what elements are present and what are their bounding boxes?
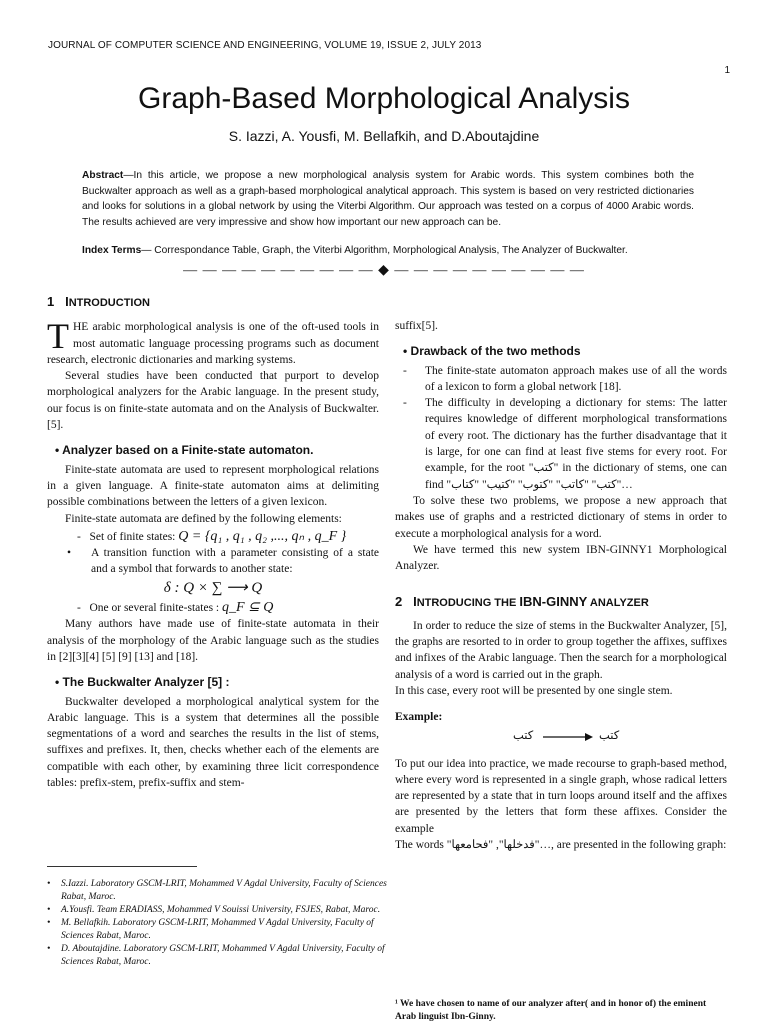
footnote-item: • M. Bellafkih. Laboratory GSCM-LRIT, Mohammed V Agdal University, Faculty of Sciences Rabat, Maroc. xyxy=(47,918,374,941)
example-label: Example: xyxy=(395,711,443,724)
author-footnotes xyxy=(47,878,387,969)
fsa-paragraph-3: Many authors have made use of finite-state automata in their analysis of the morphology of the Arabic language such as the studies in [2][3][4] [5] [9] [13] and [18]. xyxy=(47,618,379,663)
transition-formula: δ : Q × ∑ ⟶ Q xyxy=(163,579,263,596)
sec2-paragraph-2: In this case, every root will be presented by one single stem. xyxy=(395,684,673,697)
arrow-icon xyxy=(543,732,593,742)
intro-paragraph-1: THE arabic morphological analysis is one of the oft-used tools in most automatic language processing programs such as document research, electronic dictionaries and marking systems. xyxy=(47,316,379,366)
subheading-drawback: • Drawback of the two methods xyxy=(403,344,581,359)
subheading-buckwalter: • The Buckwalter Analyzer [5] : xyxy=(55,675,230,690)
footnote-rule xyxy=(47,866,197,867)
journal-header: JOURNAL OF COMPUTER SCIENCE AND ENGINEERING, VOLUME 19, ISSUE 2, JULY 2013 xyxy=(48,40,482,51)
index-text: — Correspondance Table, Graph, the Viterbi Algorithm, Morphological Analysis, The Analyzer of Buckwalter. xyxy=(141,245,628,256)
sec2-paragraph-3: To put our idea into practice, we made recourse to graph-based method, where every word is represented in a single graph, whose radical letters are represented by a state that in turn loops around itself and the affixes are presented by the letters that form these affixes. Consider the example xyxy=(395,757,727,835)
fsa-paragraph-2: Finite-state automata are defined by the following elements: xyxy=(65,512,342,525)
fsa-paragraph-1: Finite-state automata are used to represent morphological relations in a given language. A finite-state automaton aims at delimiting possible combinations between the letters of a given lexicon. xyxy=(47,463,379,509)
example-diagram xyxy=(395,728,727,746)
fsa-item-1: - Set of finite states: Q = {q₁ , q₁ , q₂ ,..., qₙ , q_F } xyxy=(77,528,347,544)
footnote-ibn-ginny: ¹ We have chosen to name of our analyzer after( and in honor of) the eminent Arab linguist Ibn-Ginny. xyxy=(395,999,707,1022)
section-2-heading: 2 INTRODUCING THE IBN-GINNY ANALYZER xyxy=(395,594,649,610)
footnote-item: • D. Aboutajdine. Laboratory GSCM-LRIT, Mohammed V Agdal University, Faculty of Sciences Rabat, Maroc. xyxy=(47,944,385,967)
section-separator: — — — — — — — — — — ◆ — — — — — — — — — — xyxy=(183,263,585,278)
drop-cap: T xyxy=(47,316,69,357)
index-label: Index Terms xyxy=(82,245,142,256)
abstract-label: Abstract xyxy=(82,170,124,181)
intro-paragraph-2: Several studies have been conducted that purport to develop morphological analyzers for the Arabic language. In the present study, our focus is on finite-state automata and on the Analysis of Buckwalter. [5]. xyxy=(47,370,379,432)
fsa-item-3: - One or several finite-states : q_F ⊆ Q xyxy=(77,600,274,616)
footnote-item: • S.Iazzi. Laboratory GSCM-LRIT, Mohammed V Agdal University, Faculty of Sciences Rabat, Maroc. xyxy=(47,879,387,902)
continuation-text: suffix[5]. xyxy=(395,320,438,332)
drawback-item-2: - The difficulty in developing a dictionary for stems: The latter requires knowledge of different morphological transformations of every root. The dictionary has the further disadvantage that it is large, for one can find at least five stems for every root. For example, for the root "كتب" in the dictionary of stems, one can find "كتب" "كاتب" "كتوب" "كتيب" "كتاب"… xyxy=(403,397,727,491)
buckwalter-paragraph: Buckwalter developed a morphological analytical system for the Arabic language. This is a system that determines all the possible segmentations of a word and searches the results in the list of stems, suffixes and prefixes. It, then, checks whether each of the elements are compatible with each other, by examining three licit correspondence tables: prefix-stem, prefix-suffix and stem- xyxy=(47,695,379,790)
fsa-item-2: • A transition function with a parameter consisting of a state and a symbol that forwards to another state: xyxy=(67,547,379,576)
subheading-fsa: • Analyzer based on a Finite-state automaton. xyxy=(55,443,314,458)
sec2-paragraph-4: The words "فدخلها", "فحامعها"…, are presented in the following graph: xyxy=(395,839,727,852)
left-column xyxy=(47,294,379,791)
solve-paragraph-1: To solve these two problems, we propose a new approach that makes use of graphs and a restricted dictionary of stems in order to execute a morphological analysis for a word. xyxy=(395,494,727,540)
page-number: 1 xyxy=(724,65,730,76)
footnote-item: • A.Yousfi. Team ERADIASS, Mohammed V Souissi University, FSJES, Rabat, Maroc. xyxy=(47,905,381,915)
sec2-paragraph-1: In order to reduce the size of stems in the Buckwalter Analyzer, [5], the graphs are resorted to in order to group together the affixes, suffixes and infixes of the Arabic language. Then the search for a morphological analysis of a word is carried out in the graph. xyxy=(395,619,727,681)
abstract-text: —In this article, we propose a new morphological analysis system for Arabic words. This system combines both the Buckwalter approach as well as a graph-based morphological analytical approach. This system is based on very restricted dictionaries and looks for solutions in a global network by using the Viterbi Algorithm. Our approach was tested on a corpus of 4000 Arabic words. The results achieved are very impressive and show how important our new approach can be. xyxy=(82,170,694,228)
authors: S. Iazzi, A. Yousfi, M. Bellafkih, and D.Aboutajdine xyxy=(228,128,540,144)
example-left-word: كتب xyxy=(513,729,534,742)
example-right-word: كتب xyxy=(599,729,620,742)
right-column xyxy=(395,318,727,853)
paper-title: Graph-Based Morphological Analysis xyxy=(138,82,630,115)
abstract xyxy=(82,168,694,230)
drawback-item-1: - The finite-state automaton approach makes use of all the words of a lexicon to form a global network [18]. xyxy=(403,364,727,393)
solve-paragraph-2: We have termed this new system IBN-GINNY1 Morphological Analyzer. xyxy=(395,543,727,573)
index-terms xyxy=(82,245,694,256)
section-1-heading: 1 INTRODUCTION xyxy=(47,294,150,309)
